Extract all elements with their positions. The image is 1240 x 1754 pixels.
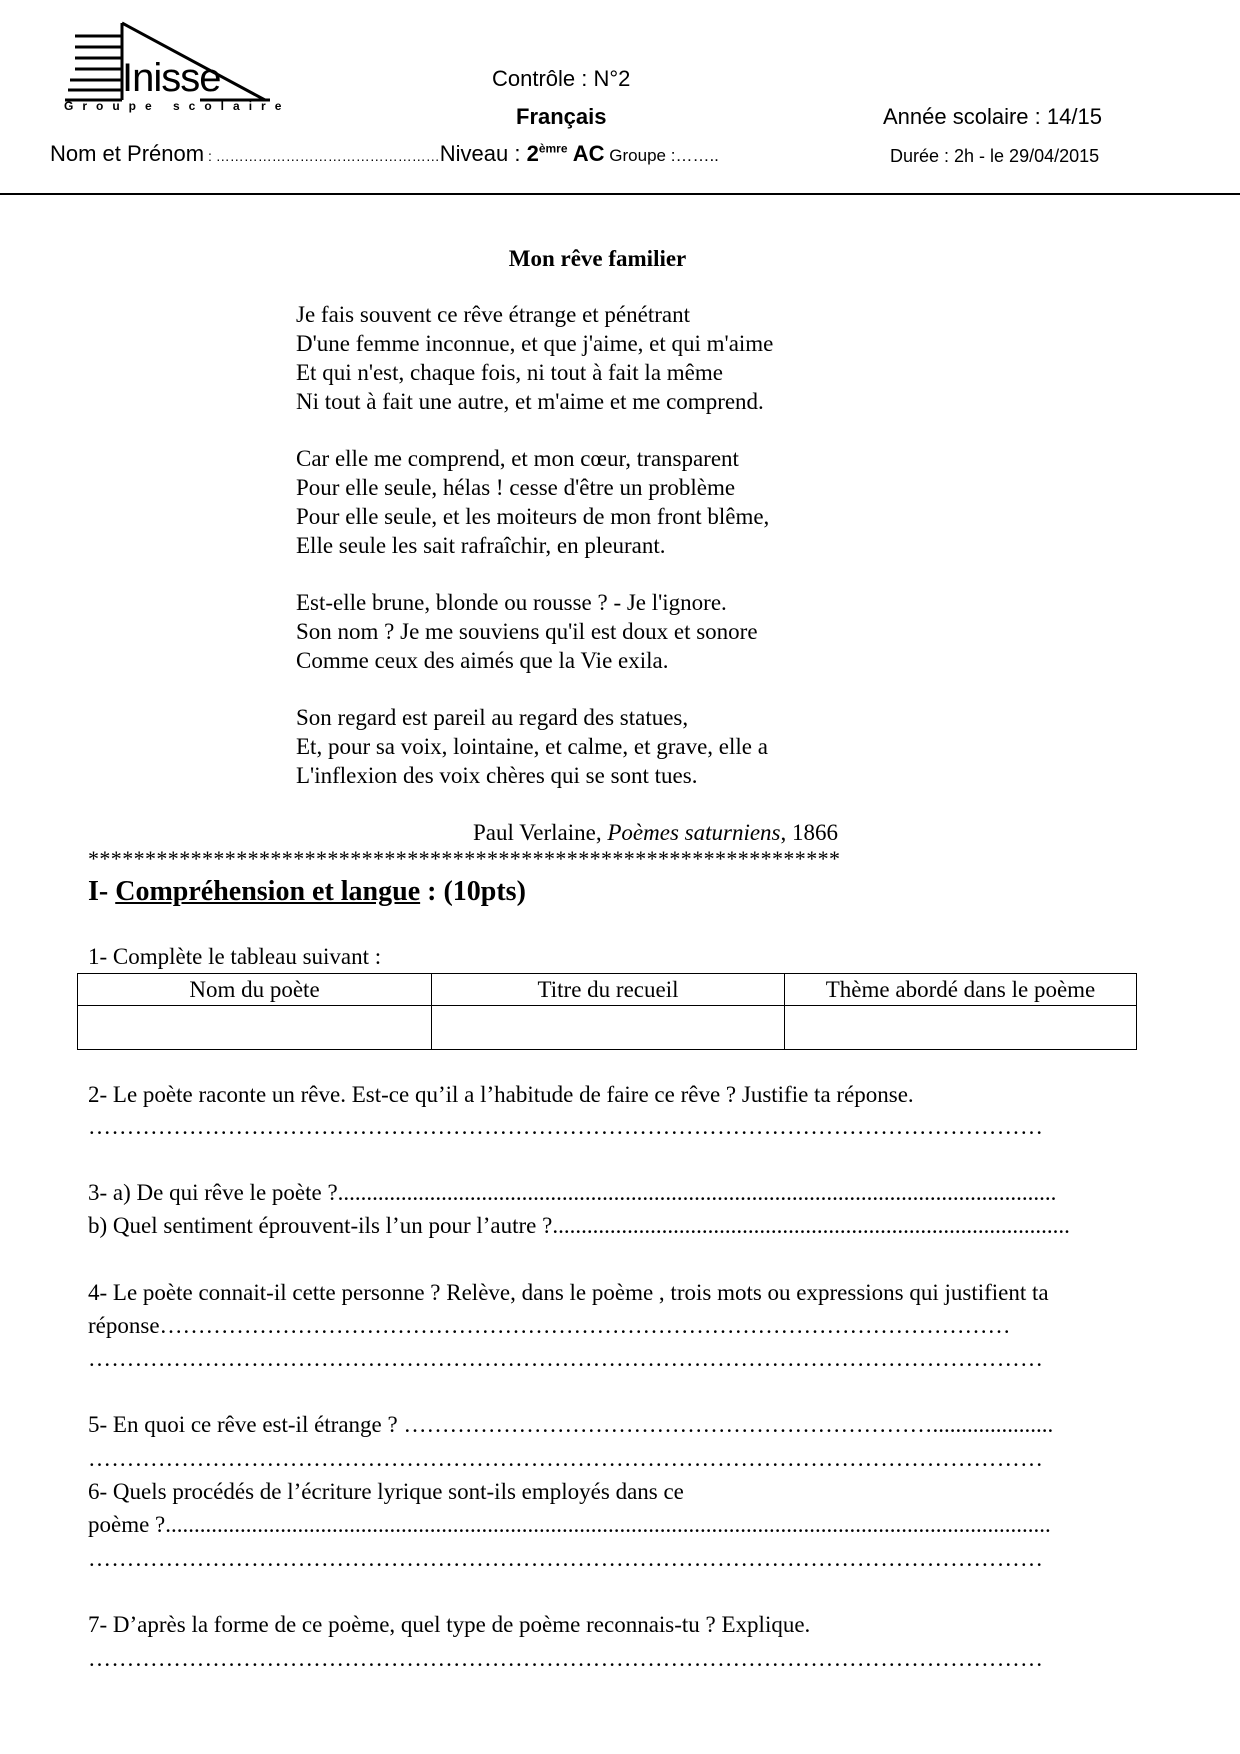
separator: ****************************************************************** [88,846,841,871]
stanza [296,588,773,675]
answer-table [77,973,1137,1050]
table-header: Titre du recueil [432,974,785,1006]
table-header: Nom du poète [78,974,432,1006]
question-6-answer[interactable]: poème ?.......................................................................................................................................................... [88,1512,1051,1537]
level-suffix: AC [567,141,605,166]
logo-subtitle: Groupe scolaire [64,99,291,113]
poem-title: Mon rêve familier [508,246,687,271]
question-3b[interactable]: b) Quel sentiment éprouvent-ils l’un pour l’autre ?.......................................................................................... [88,1213,1070,1238]
poem-line: Son regard est pareil au regard des statues, [296,705,689,730]
stanza [296,703,773,790]
question-7: 7- D’après la forme de ce poème, quel type de poème reconnais-tu ? Explique. [88,1612,811,1637]
answer-line[interactable]: …………………………………………………………………………………………………………… [88,1546,1044,1571]
question-1: 1- Complète le tableau suivant : [88,944,382,969]
collection: Poèmes saturniens [607,820,781,845]
table-header-row [78,974,1137,1006]
question-6: 6- Quels procédés de l’écriture lyrique sont-ils employés dans ce [88,1479,684,1504]
year: , 1866 [780,820,838,845]
subject: Français [516,104,607,129]
poem-line: Ni tout à fait une autre, et m'aime et me comprend. [296,389,764,414]
exam-title: Contrôle : N°2 [492,66,631,91]
table-cell[interactable] [432,1006,785,1050]
group-label[interactable]: Groupe :…….. [604,146,719,165]
student-label: Nom et Prénom [50,141,205,166]
stanza [296,444,773,560]
poem-line: Est-elle brune, blonde ou rousse ? - Je l'ignore. [296,590,727,615]
poem-source [473,820,838,846]
question-5[interactable]: 5- En quoi ce rêve est-il étrange ? ……………………………………………………………..................... [88,1412,1054,1437]
table-row [78,1006,1137,1050]
question-3a[interactable]: 3- a) De qui rêve le poète ?............................................................................................................................. [88,1180,1057,1205]
poem-line: Je fais souvent ce rêve étrange et pénétrant [296,302,690,327]
question-4-answer[interactable]: réponse………………………………………………………………………………………………… [88,1313,1011,1338]
header-divider [0,193,1240,195]
poem-line: Comme ceux des aimés que la Vie exila. [296,648,669,673]
poem-line: Pour elle seule, et les moiteurs de mon front blême, [296,504,770,529]
answer-line[interactable]: …………………………………………………………………………………………………………… [88,1346,1044,1371]
answer-line[interactable]: …………………………………………………………………………………………………………… [88,1446,1044,1471]
poem-line: Car elle me comprend, et mon cœur, transparent [296,446,739,471]
level-value: 2 [526,141,539,166]
answer-line[interactable]: …………………………………………………………………………………………………………… [88,1646,1044,1671]
poem-line: Son nom ? Je me souviens qu'il est doux et sonore [296,619,758,644]
poem-line: Et qui n'est, chaque fois, ni tout à fait la même [296,360,723,385]
poem-line: L'inflexion des voix chères qui se sont tues. [296,763,698,788]
section-points: : (10pts) [420,876,526,907]
table-cell[interactable] [785,1006,1137,1050]
section-heading [88,876,526,908]
answer-line[interactable]: …………………………………………………………………………………………………………… [88,1114,1044,1139]
question-2: 2- Le poète raconte un rêve. Est-ce qu’il a l’habitude de faire ce rêve ? Justifie ta réponse. [88,1082,914,1107]
student-line [50,141,719,167]
school-year: Année scolaire : 14/15 [883,104,1102,129]
poem-line: Elle seule les sait rafraîchir, en pleurant. [296,533,666,558]
section-title: Compréhension et langue [115,876,421,907]
poem-line: Pour elle seule, hélas ! cesse d'être un problème [296,475,736,500]
poem-line: D'une femme inconnue, et que j'aime, et qui m'aime [296,331,774,356]
stanza [296,300,773,416]
table-header: Thème abordé dans le poème [785,974,1137,1006]
question-4: 4- Le poète connait-il cette personne ? Relève, dans le poème , trois mots ou expressions qui justifient ta [88,1280,1049,1305]
section-prefix: I- [88,876,116,907]
level-sup: èmre [538,141,568,156]
duration: Durée : 2h - le 29/04/2015 [890,146,1100,166]
table-cell[interactable] [78,1006,432,1050]
poem-body [296,300,773,818]
student-field[interactable]: : ………………………………………… [204,148,440,164]
author: Paul Verlaine, [473,820,608,845]
poem-line: Et, pour sa voix, lointaine, et calme, et grave, elle a [296,734,768,759]
level-label: Niveau : [439,141,527,166]
logo-text: Inisse [122,56,221,100]
